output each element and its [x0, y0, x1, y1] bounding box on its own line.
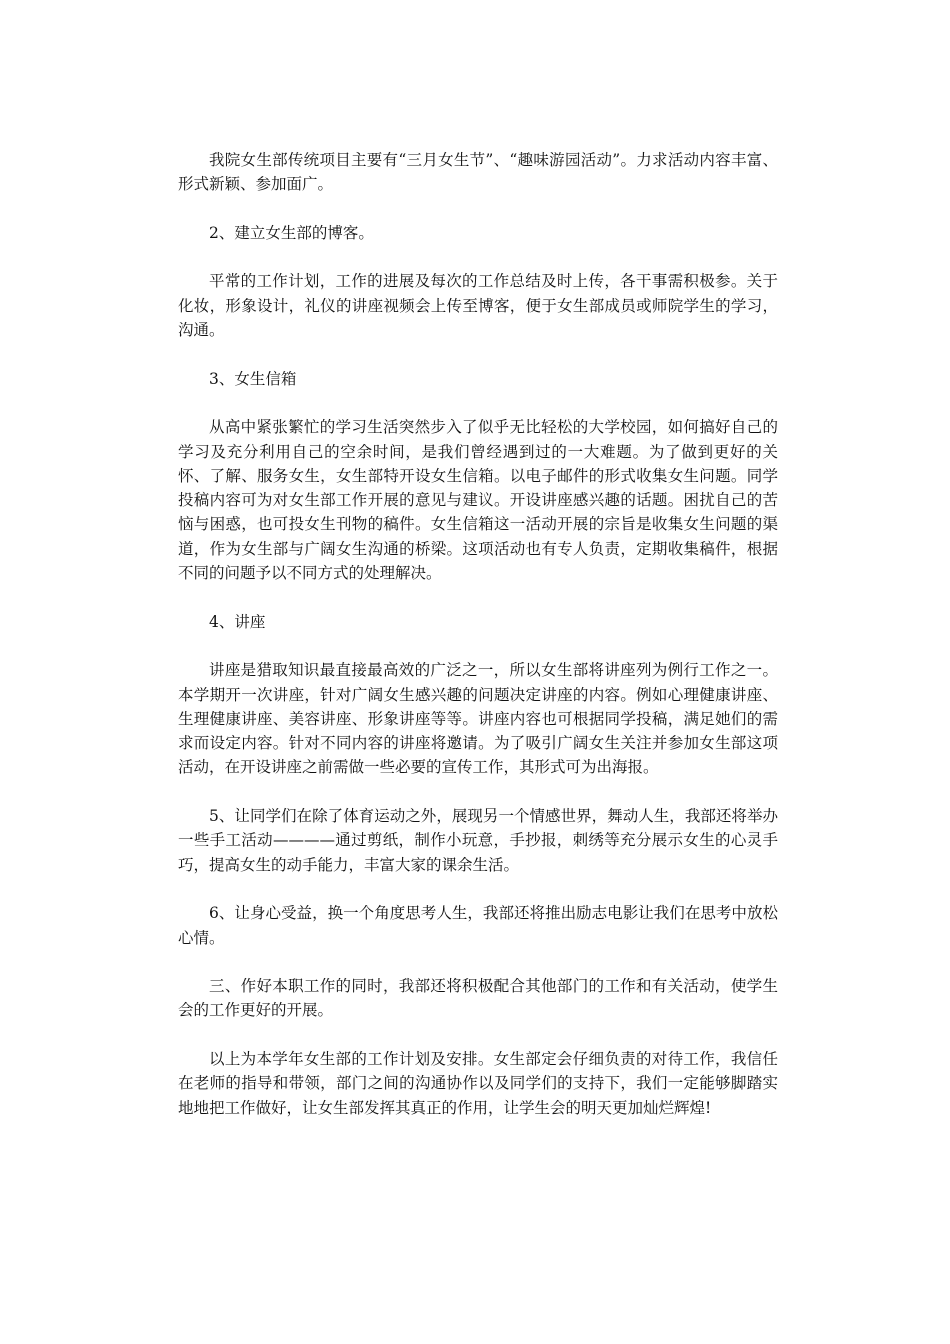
document-body [178, 148, 778, 1120]
paragraph-cooperation: 三、作好本职工作的同时，我部还将积极配合其他部门的工作和有关活动，使学生会的工作更好的开展。 [178, 977, 778, 1020]
paragraph-movie: 6、让身心受益，换一个角度思考人生，我部还将推出励志电影让我们在思考中放松心情。 [178, 904, 778, 947]
heading-lecture: 4、讲座 [209, 612, 266, 631]
paragraph-handcraft: 5、让同学们在除了体育运动之外，展现另一个情感世界，舞动人生，我部还将举办一些手工活动————通过剪纸，制作小玩意，手抄报，刺绣等充分展示女生的心灵手巧，提高女生的动手能力，丰富大家的课余生活。 [178, 807, 778, 874]
heading-mailbox: 3、女生信箱 [209, 369, 297, 388]
paragraph-mailbox: 从高中紧张繁忙的学习生活突然步入了似乎无比轻松的大学校园，如何搞好自己的学习及充分利用自己的空余时间，是我们曾经遇到过的一大难题。为了做到更好的关怀、了解、服务女生，女生部特开设女生信箱。以电子邮件的形式收集女生问题。同学投稿内容可为对女生部工作开展的意见与建议。开设讲座感兴趣的话题。困扰自己的苦恼与困惑，也可投女生刊物的稿件。女生信箱这一活动开展的宗旨是收集女生问题的渠道，作为女生部与广阔女生沟通的桥梁。这项活动也有专人负责，定期收集稿件，根据不同的问题予以不同方式的处理解决。 [178, 418, 778, 583]
paragraph-conclusion: 以上为本学年女生部的工作计划及安排。女生部定会仔细负责的对待工作，我信任在老师的指导和带领，部门之间的沟通协作以及同学们的支持下，我们一定能够脚踏实地地把工作做好，让女生部发挥其真正的作用，让学生会的明天更加灿烂辉煌! [178, 1049, 778, 1117]
paragraph-blog: 平常的工作计划，工作的进展及每次的工作总结及时上传，各干事需积极参。关于化妆，形象设计，礼仪的讲座视频会上传至博客，便于女生部成员或师院学生的学习，沟通。 [178, 272, 778, 340]
paragraph-lecture: 讲座是猎取知识最直接最高效的广泛之一，所以女生部将讲座列为例行工作之一。本学期开一次讲座，针对广阔女生感兴趣的问题决定讲座的内容。例如心理健康讲座、生理健康讲座、美容讲座、形象讲座等等。讲座内容也可根据同学投稿，满足她们的需求而设定内容。针对不同内容的讲座将邀请。为了吸引广阔女生关注并参加女生部这项活动，在开设讲座之前需做一些必要的宣传工作，其形式可为出海报。 [178, 661, 778, 777]
heading-blog: 2、建立女生部的博客。 [209, 223, 374, 242]
paragraph-intro: 我院女生部传统项目主要有“三月女生节”、“趣味游园活动”。力求活动内容丰富、形式新颖、参加面广。 [178, 151, 778, 194]
